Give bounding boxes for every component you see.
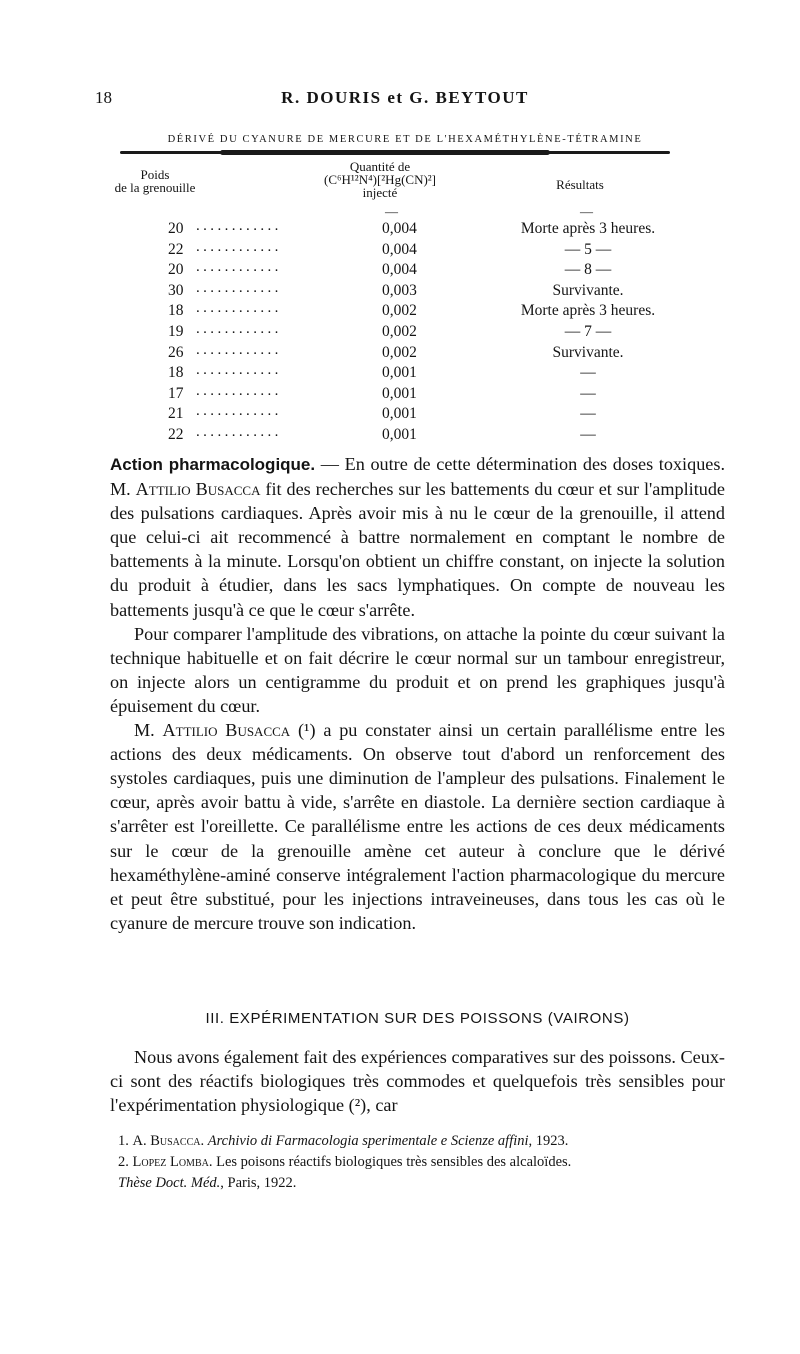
cell-quantity: 0,002 [382, 343, 417, 361]
footnote-journal: Archivio di Farmacologia sperimentale e Scienze affini [207, 1133, 529, 1149]
cell-result: Survivante. [552, 281, 624, 299]
dot-leader: ............ [196, 279, 282, 296]
dot-leader: ............ [196, 238, 282, 255]
table-row [0, 382, 800, 406]
column-header-results: Résultats [556, 177, 604, 192]
table-row [0, 320, 800, 344]
paragraph-text: fit des recherches sur les battements du cœur et sur l'amplitude des pulsations cardiaques. Après avoir mis à nu le cœur de la grenouille, il attend que celui-ci ait recommencé à battre normalement en comptant le nombre de battements à la minute. Lorsqu'on obtient un chiffre constant, on injecte la solution du produit à étudier, dans les sacs lymphatiques. On compte de nouveau les battements jusqu'à ce que le cœur s'arrête. [110, 479, 726, 620]
dot-leader: ............ [196, 362, 282, 379]
cell-weight: 20 [168, 261, 184, 279]
footnote-reference: (¹) [297, 720, 316, 741]
dot-leader: ............ [196, 300, 282, 317]
author-name: Attilio Busacca [162, 720, 291, 741]
dot-leader: ............ [196, 341, 282, 358]
footnote-2-cont [118, 1173, 728, 1194]
cell-result: — [580, 425, 596, 443]
cell-weight: 20 [168, 220, 184, 237]
paragraph-fish: Nous avons également fait des expériences comparatives sur des poissons. Ceux-ci sont des réactifs biologiques très commodes et quelquefois très sensibles pour l'expérimentation physiologique (²), car [110, 1047, 725, 1115]
section-heading: III. EXPÉRIMENTATION SUR DES POISSONS (VAIRONS) [205, 1010, 630, 1027]
page-number: 18 [95, 88, 112, 107]
column-header-weight [95, 168, 215, 194]
dot-leader: ............ [196, 218, 282, 234]
paragraph-pharmacology [110, 452, 725, 622]
paragraph-text: M. [134, 720, 163, 741]
dot-leader: ............ [196, 382, 282, 399]
cell-quantity: 0,002 [382, 322, 417, 340]
table-row [0, 364, 800, 385]
cell-result: Morte après 3 heures. [520, 302, 656, 320]
cell-quantity: 0,001 [382, 364, 417, 382]
running-head [95, 88, 715, 112]
dot-leader: ............ [196, 423, 282, 440]
cell-weight: 22 [168, 240, 184, 258]
cell-result: — 5 — [564, 240, 612, 258]
footnotes [118, 1131, 728, 1194]
table-row [0, 238, 800, 262]
paragraph-text: — En outre de cette détermination des doses toxiques. M. [110, 454, 725, 500]
dot-leader: ............ [196, 320, 282, 337]
cell-weight: 26 [168, 343, 184, 361]
cell-weight: 18 [168, 302, 184, 320]
paragraph-lead: Action pharmacologique. [110, 455, 316, 474]
cell-quantity: 0,004 [382, 240, 417, 258]
footnote-text: . Les poisons réactifs biologiques très sensibles des alcaloïdes. [208, 1154, 572, 1170]
footnote-1 [118, 1131, 728, 1152]
cell-result: — [580, 364, 596, 382]
footnote-author: A. Busacca [132, 1133, 201, 1149]
cell-quantity: 0,004 [382, 220, 417, 237]
table-title: DÉRIVÉ DU CYANURE DE MERCURE ET DE L'HEXAMÉTHYLÈNE-TÉTRAMINE [167, 134, 643, 145]
cell-result: — 7 — [564, 322, 612, 340]
header-dash-quantity: — [385, 204, 398, 219]
cell-weight: 22 [168, 425, 184, 443]
footnote-author: Lopez Lomba [132, 1154, 209, 1170]
dot-leader: ............ [196, 403, 282, 420]
section-text [110, 1045, 725, 1117]
footnote-text: , Paris, 1922. [220, 1175, 297, 1191]
main-text [110, 452, 725, 935]
table-row [0, 279, 800, 303]
dot-leader: ............ [196, 259, 282, 276]
footnote-text: , 1923. [528, 1133, 569, 1149]
column-header-quantity-line3: injecté [362, 185, 398, 200]
header-dash-results: — [580, 204, 593, 219]
table-row [0, 423, 800, 447]
table-title-rule [120, 151, 670, 154]
cell-weight: 21 [168, 405, 184, 423]
cell-weight: 30 [168, 281, 184, 299]
cell-result: — [580, 384, 596, 402]
cell-quantity: 0,004 [382, 261, 417, 279]
footnote-number: 1. [118, 1133, 133, 1149]
table-row [0, 341, 800, 365]
cell-weight: 17 [168, 384, 184, 402]
column-header-weight-line2: de la grenouille [114, 180, 196, 195]
cell-quantity: 0,003 [382, 281, 417, 299]
footnote-thesis: Thèse Doct. Méd. [118, 1175, 221, 1191]
cell-result: Survivante. [552, 343, 624, 361]
table-row [0, 220, 800, 241]
table-row [0, 302, 800, 323]
footnote-number: 2. [118, 1154, 133, 1170]
footnote-2 [118, 1152, 728, 1173]
table-row [0, 261, 800, 282]
table-body [0, 220, 800, 447]
paragraph-parallelism [110, 718, 725, 935]
author-name: Attilio Busacca [135, 479, 261, 500]
column-header-weight-line1: Poids [140, 167, 170, 182]
footnote-text: . [200, 1133, 208, 1149]
cell-quantity: 0,001 [382, 384, 417, 402]
column-header-quantity [300, 160, 460, 199]
running-title: R. DOURIS et G. BEYTOUT [281, 88, 529, 107]
column-header-quantity-line1: Quantité de [349, 159, 411, 174]
cell-weight: 18 [168, 364, 184, 382]
cell-result: — [580, 405, 596, 423]
column-header-quantity-line2: (C⁶H¹²N⁴)[²Hg(CN)²] [323, 172, 437, 187]
paragraph-text: a pu constater ainsi un certain parallélisme entre les actions des deux médicaments. On observe tout d'abord un renforcement des systoles cardiaques, puis une diminution de l'ampleur des pulsations. Finalement le cœur, après avoir battu à vide, s'arrête en diastole. La dernière section cardiaque à s'arrêter est l'oreillette. Ce parallélisme entre les actions de ces deux médicaments sur le cœur de la grenouille amène cet auteur à conclure que le dérivé hexaméthylène-aminé conserve intégralement l'action pharmacologique du mercure et peut être substitué, pour les injections intraveineuses, dans tous les cas où le cyanure de mercure trouve son indication. [110, 720, 726, 933]
paragraph-amplitude: Pour comparer l'amplitude des vibrations, on attache la pointe du cœur suivant la technique habituelle et on fait décrire le cœur normal sur un tambour enregistreur, on injecte alors un centigramme du produit et on prend les graphiques jusqu'à épuisement du cœur. [110, 623, 725, 716]
cell-quantity: 0,002 [382, 302, 417, 320]
cell-quantity: 0,001 [382, 405, 417, 423]
cell-result: — 8 — [564, 261, 612, 279]
table-row [0, 405, 800, 426]
cell-quantity: 0,001 [382, 425, 417, 443]
cell-result: Morte après 3 heures. [520, 220, 656, 237]
cell-weight: 19 [168, 322, 184, 340]
